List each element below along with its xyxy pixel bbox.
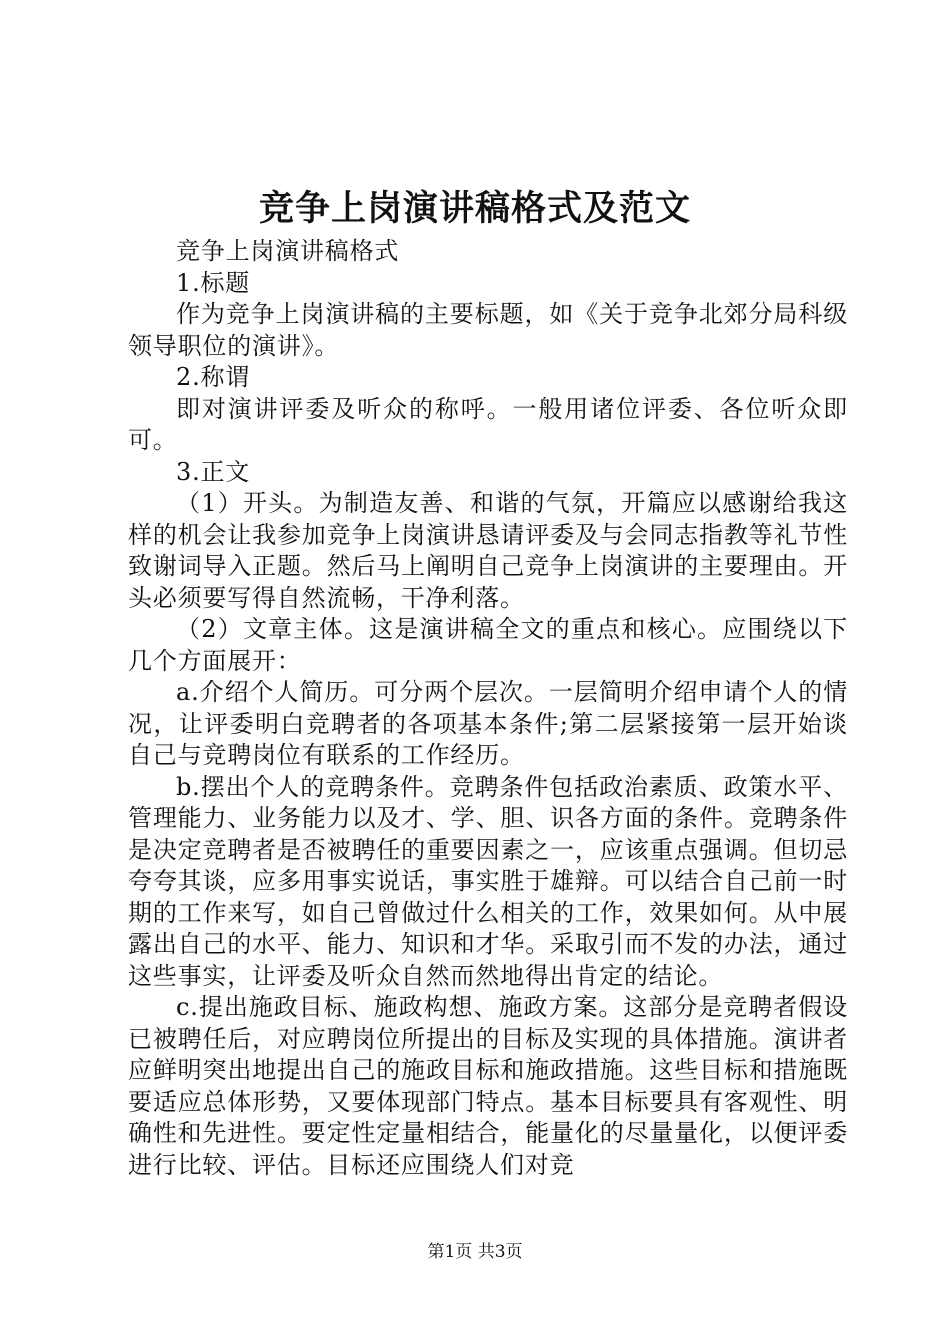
page-footer: 第1页 共3页 xyxy=(427,1242,523,1262)
paragraph-item-c: c.提出施政目标、施政构想、施政方案。这部分是竞聘者假设已被聘任后，对应聘岗位所提出的目标及实现的具体措施。演讲者应鲜明突出地提出自己的施政目标和施政措施。这些目标和措施既要适应总体形势，又要体现部门特点。基本目标要具有客观性、明确性和先进性。要定性定量相结合，能量化的尽量量化，以便评委进行比较、评估。目标还应围绕人们对竞 xyxy=(128,993,848,1179)
paragraph-main-body: （2）文章主体。这是演讲稿全文的重点和核心。应围绕以下几个方面展开： xyxy=(128,615,848,675)
paragraph-format-heading: 竞争上岗演讲稿格式 xyxy=(176,237,400,265)
paragraph-item-a: a.介绍个人简历。可分两个层次。一层简明介绍申请个人的情况，让评委明白竞聘者的各项基本条件;第二层紧接第一层开始谈自己与竞聘岗位有联系的工作经历。 xyxy=(128,678,848,769)
paragraph-section-body: 3.正文 xyxy=(176,457,251,486)
paragraph-opening: （1）开头。为制造友善、和谐的气氛，开篇应以感谢给我这样的机会让我参加竞争上岗演讲恳请评委及与会同志指教等礼节性致谢词导入正题。然后马上阐明自己竞争上岗演讲的主要理由。开头必须要写得自然流畅，干净利落。 xyxy=(128,489,848,612)
paragraph-title-description: 作为竞争上岗演讲稿的主要标题，如《关于竞争北郊分局科级领导职位的演讲》。 xyxy=(128,300,848,360)
paragraph-section-salutation: 2.称谓 xyxy=(176,363,251,391)
paragraph-section-title: 1.标题 xyxy=(176,268,251,297)
document-title: 竞争上岗演讲稿格式及范文 xyxy=(258,188,691,229)
document-body xyxy=(128,236,848,1181)
paragraph-salutation-description: 即对演讲评委及听众的称呼。一般用诸位评委、各位听众即可。 xyxy=(128,394,848,454)
paragraph-item-b: b.摆出个人的竞聘条件。竞聘条件包括政治素质、政策水平、管理能力、业务能力以及才、学、胆、识各方面的条件。竞聘条件是决定竞聘者是否被聘任的重要因素之一，应该重点强调。但切忌夸夸其谈，应多用事实说话，事实胜于雄辩。可以结合自己前一时期的工作来写，如自己曾做过什么相关的工作，效果如何。从中展露出自己的水平、能力、知识和才华。采取引而不发的办法，通过这些事实，让评委及听众自然而然地得出肯定的结论。 xyxy=(128,772,848,990)
